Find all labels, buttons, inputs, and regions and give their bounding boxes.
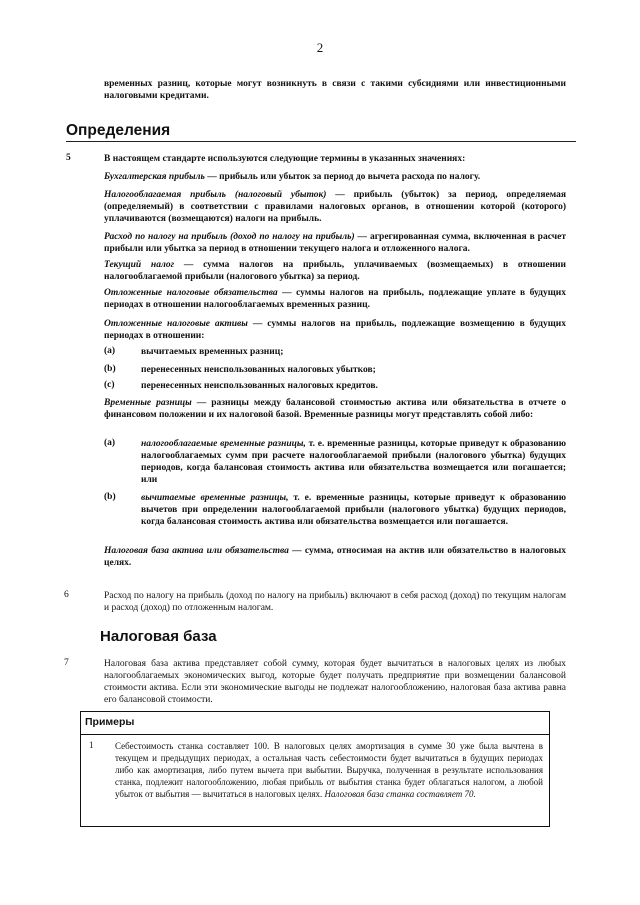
heading-rule (66, 141, 576, 142)
definitions-heading: Определения (66, 122, 171, 139)
list-marker: (b) (104, 364, 116, 374)
definition-text: — суммы налогов на прибыль, подлежащие возмещению в будущих периодах в отношении: (104, 319, 566, 341)
definition-text: — суммы налогов на прибыль, подлежащие уплате в будущих периодах в отношении налогооблагаемых временных разниц. (104, 288, 566, 310)
list-marker: (b) (104, 492, 116, 502)
definition-term: Бухгалтерская прибыль (104, 172, 205, 182)
list-marker: (c) (104, 380, 115, 390)
definition-text: — прибыль (убыток) за период, определяемая (определяемый) в соответствии с правилами налоговых органов, в отношении которой (которого) уплачиваются (возмещаются) налоги на прибыль. (104, 190, 566, 224)
definition-term: Отложенные налоговые обязательства (104, 288, 278, 298)
definition-text: т. е. временные разницы, которые приведут к образованию налогооблагаемых сумм при расчете налогооблагаемой прибыли (налогового убытка) будущих периодов, когда балансовая стоимость актива или обязательства возмещается или погашается; или (141, 439, 566, 485)
definition-deferred-liabilities (104, 287, 566, 311)
definition-term: Текущий налог (104, 260, 175, 270)
definitions-lead: В настоящем стандарте используются следующие термины в указанных значениях: (104, 154, 466, 164)
definition-tax-base (104, 545, 566, 569)
definition-text: — агрегированная сумма, включенная в расчет прибыли или убытка за период в отношении текущего налога и отложенного налога. (104, 232, 566, 254)
example-conclusion: Налоговая база станка составляет 70. (324, 789, 476, 799)
paragraph-number: 5 (66, 153, 71, 163)
definition-term: Отложенные налоговые активы (104, 319, 248, 329)
list-item: перенесенных неиспользованных налоговых кредитов. (141, 381, 378, 391)
definition-tax-expense (104, 231, 566, 255)
intro-paragraph: временных разниц, которые могут возникнуть в связи с такими субсидиями или инвестиционными налоговыми кредитами. (104, 79, 566, 101)
examples-divider (81, 734, 549, 735)
paragraph-7: Налоговая база актива представляет собой сумму, которая будет вычитаться в налоговых целях из любых налогооблагаемых экономических выгод, которые будет получать предприятие при возмещении балансовой стоимости актива. Если эти экономические выгоды не подлежат налогообложению, налоговая база актива равна его балансовой стоимости. (104, 659, 566, 705)
list-marker: (a) (104, 346, 116, 356)
example-body: Себестоимость станка составляет 100. В налоговых целях амортизация в сумме 30 уже была вычтена в текущем и предыдущих периодах, а остальная часть себестоимости будет вычитаться в будущих периодах либо как амортизация, либо путем вычета при выбытии. Выручка, полученная в результате использования станка, подлежит налогообложению, любая прибыль от выбытия станка будет облагаться налогом, а любой убыток от выбытия — вычитаться в налоговых целях. (115, 741, 543, 799)
page-number: 2 (316, 40, 324, 55)
definition-text: — разницы между балансовой стоимостью актива или обязательства в отчете о финансовом положении и их налоговой базой. Временные разницы могут представлять собой либо: (104, 398, 566, 420)
definition-text: — сумма налогов на прибыль, уплачиваемых (возмещаемых) в отношении налогооблагаемой прибыли (налогового убытка) за период. (104, 260, 566, 282)
definition-term: Налоговая база актива или обязательства (104, 546, 289, 556)
definition-current-tax (104, 259, 566, 283)
examples-title: Примеры (85, 716, 135, 728)
list-marker: (a) (104, 438, 116, 448)
tax-base-heading: Налоговая база (100, 628, 217, 645)
definition-deferred-assets (104, 318, 566, 342)
definition-text: т. е. временные разницы, которые приведут к образованию вычетов при определении налогооблагаемой прибыли (налогового убытка) будущих периодов, когда балансовая стоимость актива или обязательства возмещается или погашается. (141, 493, 566, 527)
definition-term: Расход по налогу на прибыль (доход по налогу на прибыль) (104, 232, 355, 242)
paragraph-6: Расход по налогу на прибыль (доход по налогу на прибыль) включают в себя расход (доход) по текущим налогам и расход (доход) по отложенным налогам. (104, 591, 566, 613)
example-number: 1 (89, 740, 94, 750)
definition-temporary-differences (104, 397, 566, 421)
paragraph-number: 6 (64, 590, 69, 600)
definition-term: налогооблагаемые временные разницы, (141, 439, 306, 449)
definition-text: — сумма, относимая на актив или обязательство в налоговых целях. (104, 546, 566, 568)
list-item (141, 492, 566, 528)
definition-text: — прибыль или убыток за период до вычета расхода по налогу. (204, 172, 481, 182)
list-item: вычитаемых временных разниц; (141, 347, 284, 357)
definition-taxable-profit (104, 189, 566, 225)
examples-box (80, 711, 550, 827)
definition-term: Налогооблагаемая прибыль (налоговый убыток) (104, 190, 327, 200)
list-item (141, 438, 566, 486)
definition-term: Временные разницы (104, 398, 192, 408)
paragraph-number: 7 (64, 658, 69, 668)
example-text (115, 740, 543, 800)
definition-accounting-profit (104, 171, 566, 183)
definition-term: вычитаемые временные разницы, (141, 493, 289, 503)
list-item: перенесенных неиспользованных налоговых убытков; (141, 365, 376, 375)
